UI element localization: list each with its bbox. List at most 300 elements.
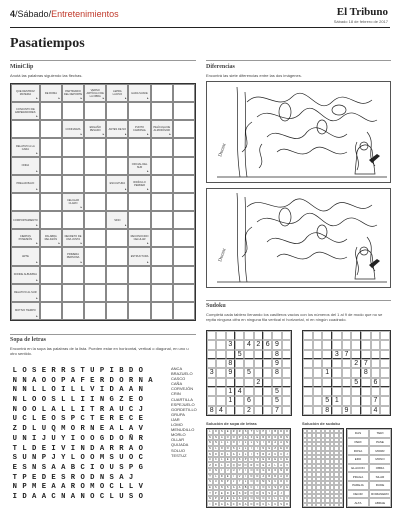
miniclip-answer-cell[interactable]: [173, 229, 195, 247]
wordsearch-letter[interactable]: O: [90, 434, 95, 443]
wordsearch-letter[interactable]: S: [12, 454, 17, 463]
wordsearch-letter[interactable]: U: [119, 492, 124, 501]
wordsearch-letter[interactable]: E: [90, 376, 95, 385]
sudoku-cell[interactable]: [282, 378, 291, 387]
miniclip-answer-cell[interactable]: [151, 138, 173, 156]
sudoku-cell[interactable]: [235, 340, 244, 349]
wordsearch-letter[interactable]: O: [70, 425, 76, 434]
sudoku-cell[interactable]: [216, 359, 225, 368]
miniclip-answer-cell[interactable]: [62, 102, 84, 120]
miniclip-answer-cell[interactable]: [40, 266, 62, 284]
sudoku-cell[interactable]: [244, 359, 253, 368]
miniclip-answer-cell[interactable]: [128, 302, 150, 320]
miniclip-answer-cell[interactable]: [84, 302, 106, 320]
sudoku-cell[interactable]: [254, 406, 263, 415]
wordsearch-letter[interactable]: N: [12, 376, 17, 385]
wordsearch-letter[interactable]: [155, 474, 165, 482]
wordsearch-letter[interactable]: [146, 406, 156, 414]
wordsearch-letter[interactable]: D: [109, 376, 114, 385]
wordsearch-letter[interactable]: A: [70, 492, 76, 501]
wordsearch-letter[interactable]: S: [22, 463, 27, 472]
wordsearch-letter[interactable]: L: [32, 425, 37, 434]
miniclip-answer-cell[interactable]: [106, 247, 128, 265]
wordsearch-letter[interactable]: S: [41, 463, 47, 472]
sudoku-cell[interactable]: [361, 331, 371, 340]
wordsearch-letter[interactable]: E: [41, 367, 47, 375]
wordsearch-letter[interactable]: D: [22, 425, 27, 434]
wordsearch-letter[interactable]: P: [22, 473, 27, 482]
sudoku-cell[interactable]: [361, 406, 371, 415]
wordsearch-letter[interactable]: E: [119, 415, 124, 424]
sudoku-cell[interactable]: [351, 340, 361, 349]
wordsearch-letter[interactable]: I: [90, 396, 95, 405]
wordsearch-letter[interactable]: I: [80, 396, 85, 405]
wordsearch-letter[interactable]: I: [80, 405, 85, 414]
wordsearch-letter[interactable]: E: [12, 463, 17, 472]
sudoku-cell[interactable]: [282, 340, 291, 349]
wordsearch-letter[interactable]: A: [61, 463, 66, 472]
sudoku-cell[interactable]: [272, 331, 281, 340]
miniclip-answer-cell[interactable]: [151, 266, 173, 284]
wordsearch-letter[interactable]: I: [32, 434, 37, 443]
wordsearch-letter[interactable]: S: [61, 415, 66, 424]
wordsearch-letter[interactable]: [146, 367, 156, 375]
sudoku-cell[interactable]: [272, 378, 281, 387]
wordsearch-letter[interactable]: C: [80, 415, 85, 424]
miniclip-answer-cell[interactable]: [62, 266, 84, 284]
sudoku-cell[interactable]: [303, 359, 313, 368]
wordsearch-letter[interactable]: T: [90, 415, 95, 424]
wordsearch-letter[interactable]: T: [12, 444, 17, 453]
wordsearch-letter[interactable]: O: [90, 454, 95, 463]
wordsearch-letter[interactable]: O: [128, 454, 134, 463]
wordsearch-letter[interactable]: [155, 396, 165, 404]
sudoku-cell[interactable]: [254, 387, 263, 396]
sudoku-cell[interactable]: [322, 387, 332, 396]
miniclip-answer-cell[interactable]: [128, 266, 150, 284]
sudoku-cell[interactable]: [380, 340, 390, 349]
wordsearch-letter[interactable]: B: [70, 463, 76, 472]
wordsearch-letter[interactable]: C: [128, 415, 134, 424]
wordsearch-letter[interactable]: D: [109, 386, 114, 395]
wordsearch-letter[interactable]: M: [90, 483, 95, 492]
sudoku-cell[interactable]: [244, 350, 253, 359]
sudoku-cell[interactable]: [235, 406, 244, 415]
sudoku-cell[interactable]: [244, 378, 253, 387]
wordsearch-letter[interactable]: T: [90, 405, 95, 414]
miniclip-answer-cell[interactable]: [40, 138, 62, 156]
miniclip-answer-cell[interactable]: [40, 193, 62, 211]
wordsearch-letter[interactable]: O: [99, 483, 105, 492]
miniclip-answer-cell[interactable]: [84, 229, 106, 247]
wordsearch-letter[interactable]: Y: [61, 454, 66, 463]
wordsearch-letter[interactable]: D: [32, 444, 37, 453]
miniclip-answer-cell[interactable]: [106, 102, 128, 120]
sudoku-cell[interactable]: [303, 406, 313, 415]
sudoku-cell[interactable]: [254, 331, 263, 340]
wordsearch-letter[interactable]: [155, 464, 165, 472]
miniclip-answer-cell[interactable]: [151, 247, 173, 265]
miniclip-answer-cell[interactable]: [40, 175, 62, 193]
sudoku-cell[interactable]: [351, 368, 361, 377]
wordsearch-letter[interactable]: A: [128, 425, 134, 434]
wordsearch-letter[interactable]: N: [99, 396, 105, 405]
miniclip-answer-cell[interactable]: [40, 157, 62, 175]
wordsearch-letter[interactable]: N: [12, 483, 17, 492]
sudoku-cell[interactable]: [380, 387, 390, 396]
sudoku-cell[interactable]: [351, 396, 361, 405]
miniclip-answer-cell[interactable]: [151, 102, 173, 120]
miniclip-answer-cell[interactable]: [128, 211, 150, 229]
sudoku-cell[interactable]: [254, 359, 263, 368]
wordsearch-letter[interactable]: D: [90, 444, 95, 453]
wordsearch-letter[interactable]: [155, 425, 165, 433]
wordsearch-letter[interactable]: S: [128, 492, 134, 501]
wordsearch-letter[interactable]: [146, 415, 156, 423]
wordsearch-letter[interactable]: M: [32, 483, 37, 492]
wordsearch-letter[interactable]: N: [22, 434, 27, 443]
sudoku-cell[interactable]: [361, 350, 371, 359]
miniclip-answer-cell[interactable]: [151, 84, 173, 102]
sudoku-cell[interactable]: [282, 350, 291, 359]
sudoku-cell[interactable]: [216, 331, 225, 340]
wordsearch-letter[interactable]: I: [70, 444, 76, 453]
miniclip-answer-cell[interactable]: [62, 175, 84, 193]
sudoku-cell[interactable]: [332, 406, 342, 415]
wordsearch-letter[interactable]: J: [138, 405, 143, 414]
wordsearch-letter[interactable]: [146, 386, 156, 394]
wordsearch-letter[interactable]: O: [22, 405, 27, 414]
wordsearch-letter[interactable]: V: [138, 483, 143, 492]
sudoku-cell[interactable]: [313, 350, 323, 359]
wordsearch-letter[interactable]: E: [99, 415, 105, 424]
wordsearch-letter[interactable]: N: [138, 376, 143, 385]
wordsearch-letter[interactable]: P: [41, 454, 47, 463]
wordsearch-letter[interactable]: L: [61, 396, 66, 405]
sudoku-cell[interactable]: [226, 350, 235, 359]
wordsearch-letter[interactable]: Y: [61, 434, 66, 443]
wordsearch-letter[interactable]: [155, 483, 165, 491]
miniclip-answer-cell[interactable]: [84, 138, 106, 156]
sudoku-cell[interactable]: [380, 396, 390, 405]
sudoku-cell[interactable]: [380, 359, 390, 368]
sudoku-cell[interactable]: [226, 331, 235, 340]
miniclip-answer-cell[interactable]: [173, 211, 195, 229]
wordsearch-letter[interactable]: [155, 445, 165, 453]
wordsearch-letter[interactable]: O: [138, 492, 143, 501]
wordsearch-letter[interactable]: N: [80, 444, 85, 453]
sudoku-cell[interactable]: [263, 396, 272, 405]
wordsearch-letter[interactable]: C: [99, 492, 105, 501]
miniclip-answer-cell[interactable]: [62, 211, 84, 229]
wordsearch-letter[interactable]: S: [109, 473, 114, 482]
sudoku-cell[interactable]: [263, 378, 272, 387]
wordsearch-letter[interactable]: O: [22, 367, 27, 375]
wordsearch-letter[interactable]: R: [51, 367, 56, 375]
sudoku-cell[interactable]: [371, 340, 381, 349]
wordsearch-letter[interactable]: A: [128, 444, 134, 453]
wordsearch-letter[interactable]: A: [41, 492, 47, 501]
sudoku-cell[interactable]: [342, 359, 352, 368]
wordsearch-letter[interactable]: R: [70, 483, 76, 492]
sudoku-cell[interactable]: [371, 387, 381, 396]
sudoku-cell[interactable]: [303, 340, 313, 349]
miniclip-answer-cell[interactable]: [84, 284, 106, 302]
wordsearch-letter[interactable]: Z: [119, 396, 124, 405]
wordsearch-letter[interactable]: B: [119, 367, 124, 375]
wordsearch-letter[interactable]: O: [51, 415, 56, 424]
wordsearch-letter[interactable]: L: [109, 492, 114, 501]
wordsearch-letter[interactable]: C: [51, 492, 56, 501]
miniclip-answer-cell[interactable]: [173, 193, 195, 211]
miniclip-answer-cell[interactable]: [151, 175, 173, 193]
miniclip-answer-cell[interactable]: [84, 266, 106, 284]
wordsearch-letter[interactable]: Q: [51, 425, 56, 434]
wordsearch-letter[interactable]: J: [51, 454, 56, 463]
sudoku-cell[interactable]: [313, 378, 323, 387]
wordsearch-letter[interactable]: [155, 415, 165, 423]
sudoku-cell[interactable]: [303, 331, 313, 340]
miniclip-answer-cell[interactable]: [173, 266, 195, 284]
wordsearch-letter[interactable]: D: [22, 492, 27, 501]
wordsearch-letter[interactable]: N: [12, 405, 17, 414]
wordsearch-letter[interactable]: I: [61, 386, 66, 395]
miniclip-answer-cell[interactable]: [62, 157, 84, 175]
sudoku-cell[interactable]: [226, 406, 235, 415]
miniclip-answer-cell[interactable]: [106, 229, 128, 247]
miniclip-answer-cell[interactable]: [84, 193, 106, 211]
sudoku-cell[interactable]: [303, 350, 313, 359]
miniclip-answer-cell[interactable]: [151, 211, 173, 229]
miniclip-answer-cell[interactable]: [106, 284, 128, 302]
wordsearch-letter[interactable]: E: [128, 396, 134, 405]
sudoku-cell[interactable]: [207, 359, 216, 368]
wordsearch-letter[interactable]: G: [99, 434, 105, 443]
wordsearch-letter[interactable]: A: [109, 425, 114, 434]
miniclip-answer-cell[interactable]: [40, 302, 62, 320]
sudoku-cell[interactable]: [361, 340, 371, 349]
sudoku-cell[interactable]: [235, 331, 244, 340]
wordsearch-letter[interactable]: A: [128, 386, 134, 395]
wordsearch-letter[interactable]: O: [138, 396, 143, 405]
sudoku-cell[interactable]: [313, 368, 323, 377]
sudoku-cell[interactable]: [313, 340, 323, 349]
wordsearch-letter[interactable]: C: [80, 463, 85, 472]
wordsearch-letter[interactable]: V: [61, 444, 66, 453]
wordsearch-letter[interactable]: U: [119, 405, 124, 414]
wordsearch-letter[interactable]: A: [70, 376, 76, 385]
wordsearch-letter[interactable]: O: [32, 396, 37, 405]
wordsearch-letter[interactable]: T: [80, 367, 85, 375]
sudoku-cell[interactable]: [332, 368, 342, 377]
sudoku-cell[interactable]: [263, 331, 272, 340]
wordsearch-letter[interactable]: A: [119, 473, 124, 482]
wordsearch-letter[interactable]: E: [138, 415, 143, 424]
miniclip-answer-cell[interactable]: [84, 157, 106, 175]
wordsearch-letter[interactable]: [146, 454, 156, 462]
sudoku-cell[interactable]: [332, 359, 342, 368]
sudoku-cell[interactable]: [322, 340, 332, 349]
sudoku-cell[interactable]: [216, 350, 225, 359]
sudoku-cell[interactable]: [371, 350, 381, 359]
wordsearch-letter[interactable]: U: [51, 434, 56, 443]
wordsearch-letter[interactable]: A: [32, 492, 37, 501]
wordsearch-letter[interactable]: [155, 493, 165, 501]
wordsearch-letter[interactable]: V: [90, 386, 95, 395]
wordsearch-letter[interactable]: [155, 386, 165, 394]
sudoku-cell[interactable]: [263, 359, 272, 368]
wordsearch-letter[interactable]: O: [99, 463, 105, 472]
wordsearch-letter[interactable]: N: [32, 454, 37, 463]
sudoku-cell[interactable]: [216, 396, 225, 405]
sudoku-cell[interactable]: [332, 378, 342, 387]
miniclip-answer-cell[interactable]: [151, 229, 173, 247]
miniclip-answer-cell[interactable]: [106, 266, 128, 284]
wordsearch-letter[interactable]: R: [99, 376, 105, 385]
wordsearch-letter[interactable]: L: [70, 405, 76, 414]
wordsearch-letter[interactable]: O: [41, 376, 47, 385]
wordsearch-letter[interactable]: L: [119, 425, 124, 434]
wordsearch-letter[interactable]: L: [32, 386, 37, 395]
miniclip-answer-cell[interactable]: [173, 247, 195, 265]
miniclip-answer-cell[interactable]: [40, 284, 62, 302]
wordsearch-letter[interactable]: T: [12, 473, 17, 482]
sudoku-cell[interactable]: [351, 350, 361, 359]
sudoku-cell[interactable]: [303, 378, 313, 387]
wordsearch-letter[interactable]: U: [109, 463, 114, 472]
sudoku-cell[interactable]: [351, 406, 361, 415]
wordsearch-letter[interactable]: S: [119, 463, 124, 472]
wordsearch-letter[interactable]: J: [128, 473, 134, 482]
sudoku-cell[interactable]: [332, 340, 342, 349]
wordsearch-letter[interactable]: L: [61, 405, 66, 414]
wordsearch-letter[interactable]: O: [80, 473, 85, 482]
sudoku-cell[interactable]: [380, 406, 390, 415]
sudoku-cell[interactable]: [303, 396, 313, 405]
sudoku-cell[interactable]: [263, 368, 272, 377]
wordsearch-letter[interactable]: O: [80, 483, 85, 492]
sudoku-cell[interactable]: [244, 387, 253, 396]
wordsearch-letter[interactable]: D: [90, 473, 95, 482]
wordsearch-letter[interactable]: N: [99, 473, 105, 482]
wordsearch-letter[interactable]: P: [61, 376, 66, 385]
wordsearch-letter[interactable]: R: [80, 425, 85, 434]
sudoku-cell[interactable]: [207, 340, 216, 349]
wordsearch-letter[interactable]: [146, 483, 156, 491]
wordsearch-letter[interactable]: [146, 445, 156, 453]
wordsearch-letter[interactable]: E: [41, 415, 47, 424]
wordsearch-letter[interactable]: O: [119, 434, 124, 443]
sudoku-cell[interactable]: [313, 359, 323, 368]
sudoku-cell[interactable]: [244, 331, 253, 340]
miniclip-answer-cell[interactable]: [11, 193, 40, 211]
wordsearch-letter[interactable]: D: [109, 434, 114, 443]
sudoku-cell[interactable]: [361, 396, 371, 405]
miniclip-answer-cell[interactable]: [173, 284, 195, 302]
sudoku-cell[interactable]: [371, 368, 381, 377]
wordsearch-letter[interactable]: U: [12, 434, 17, 443]
miniclip-answer-cell[interactable]: [62, 284, 84, 302]
sudoku-cell[interactable]: [235, 359, 244, 368]
wordsearch-letter[interactable]: E: [99, 425, 105, 434]
miniclip-answer-cell[interactable]: [128, 284, 150, 302]
sudoku-cell[interactable]: [216, 368, 225, 377]
wordsearch-letter[interactable]: M: [61, 425, 66, 434]
sudoku-cell[interactable]: [254, 396, 263, 405]
sudoku-cell[interactable]: [235, 378, 244, 387]
miniclip-answer-cell[interactable]: [11, 120, 40, 138]
wordsearch-letter[interactable]: A: [61, 483, 66, 492]
sudoku-cell[interactable]: [282, 406, 291, 415]
wordsearch-letter[interactable]: U: [119, 454, 124, 463]
wordsearch-letter[interactable]: O: [51, 376, 56, 385]
wordsearch-letter[interactable]: C: [128, 405, 134, 414]
wordsearch-letter[interactable]: O: [138, 444, 143, 453]
sudoku-cell[interactable]: [313, 396, 323, 405]
miniclip-answer-cell[interactable]: [151, 302, 173, 320]
wordsearch-letter[interactable]: S: [61, 473, 66, 482]
wordsearch-letter[interactable]: O: [51, 386, 56, 395]
miniclip-answer-cell[interactable]: [173, 84, 195, 102]
wordsearch-letter[interactable]: R: [70, 473, 76, 482]
miniclip-answer-cell[interactable]: [84, 175, 106, 193]
wordsearch-letter[interactable]: U: [12, 415, 17, 424]
wordsearch-letter[interactable]: [155, 454, 165, 462]
miniclip-answer-cell[interactable]: [128, 193, 150, 211]
wordsearch-letter[interactable]: R: [119, 444, 124, 453]
sudoku-cell[interactable]: [254, 350, 263, 359]
miniclip-answer-cell[interactable]: [151, 157, 173, 175]
wordsearch-letter[interactable]: U: [22, 454, 27, 463]
wordsearch-letter[interactable]: R: [61, 367, 66, 375]
miniclip-answer-cell[interactable]: [40, 247, 62, 265]
sudoku-cell[interactable]: [342, 368, 352, 377]
miniclip-answer-cell[interactable]: [106, 138, 128, 156]
sudoku-cell[interactable]: [342, 396, 352, 405]
wordsearch-letter[interactable]: C: [138, 454, 143, 463]
wordsearch-letter[interactable]: [155, 406, 165, 414]
sudoku-cell[interactable]: [216, 340, 225, 349]
wordsearch-letter[interactable]: L: [22, 396, 27, 405]
wordsearch-letter[interactable]: U: [90, 367, 95, 375]
wordsearch-letter[interactable]: P: [128, 463, 134, 472]
sudoku-cell[interactable]: [361, 378, 371, 387]
wordsearch-letter[interactable]: N: [61, 492, 66, 501]
sudoku-cell[interactable]: [235, 396, 244, 405]
miniclip-answer-cell[interactable]: [128, 138, 150, 156]
wordsearch-letter[interactable]: I: [109, 367, 114, 375]
sudoku-cell[interactable]: [332, 331, 342, 340]
wordsearch-letter[interactable]: I: [70, 434, 76, 443]
miniclip-answer-cell[interactable]: [84, 247, 106, 265]
miniclip-answer-cell[interactable]: [173, 157, 195, 175]
wordsearch-letter[interactable]: Z: [12, 425, 17, 434]
miniclip-answer-cell[interactable]: [62, 138, 84, 156]
wordsearch-letter[interactable]: R: [138, 434, 143, 443]
wordsearch-letter[interactable]: N: [32, 463, 37, 472]
wordsearch-letter[interactable]: L: [80, 386, 85, 395]
wordsearch-letter[interactable]: O: [138, 367, 143, 375]
sudoku-cell[interactable]: [207, 350, 216, 359]
wordsearch-letter[interactable]: L: [70, 386, 76, 395]
wordsearch-letter[interactable]: S: [70, 367, 76, 375]
miniclip-answer-cell[interactable]: [40, 102, 62, 120]
wordsearch-letter[interactable]: E: [41, 483, 47, 492]
wordsearch-letter[interactable]: G: [109, 396, 114, 405]
sudoku-cell[interactable]: [207, 378, 216, 387]
miniclip-answer-cell[interactable]: [173, 102, 195, 120]
wordsearch-letter[interactable]: R: [109, 444, 114, 453]
